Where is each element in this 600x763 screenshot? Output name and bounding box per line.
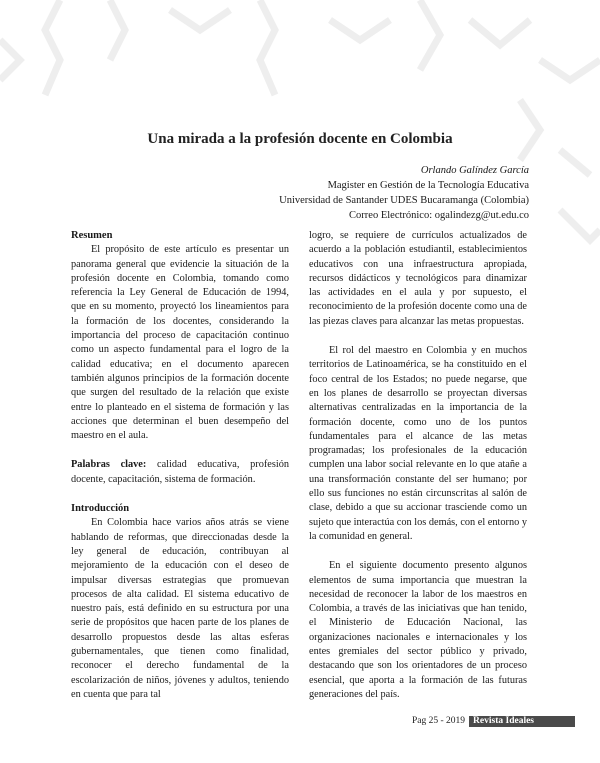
author-degree: Magister en Gestión de la Tecnología Educativa: [327, 180, 529, 191]
author-name: Orlando Galíndez García: [420, 165, 529, 176]
keywords-paragraph: [71, 458, 289, 487]
journal-name-band: Revista Ideales: [469, 716, 575, 727]
page-footer: [412, 716, 575, 727]
body-paragraph-2: El rol del maestro en Colombia y en muchos territorios de Latinoamérica, se ha constituido en el foco central de los Estados; no puede negarse, que en los planes de desarrollo se proyectan diversas alternativas centralizadas en la importancia de la formación docente, como uno de los puntos fundamentales para el alcance de las metas programadas; los profesionales de la educación cumplen una labor social relevante en lo que atañe a una transformación constante del ser humano; por ello sus funciones no están circunscritas al salón de clase, debido a que su accionar trasciende como un sujeto que interactúa con los demás, con el entorno y la comunidad en general.: [309, 345, 527, 542]
left-column: [71, 229, 289, 702]
article-title: Una mirada a la profesión docente en Colombia: [147, 131, 453, 147]
abstract-paragraph: El propósito de este artículo es presentar un panorama general que evidencie la situación de la profesión docente en Colombia, tomando como referencia la Ley General de Educación de 1994, que en su momento, proyectó los lineamientos para la formación de los docentes, considerando la importancia del proceso de capacitación continuo como un aspecto fundamental para el logro de la calidad educativa; en el documento aparecen también algunos principios de la formación docente que surgen del resultado de la relación que existe entre lo planteado en el sistema de formación y las acciones que determinan el buen desempeño del maestro en el aula.: [71, 244, 289, 442]
introduction-paragraph: En Colombia hace varios años atrás se viene hablando de reformas, que direccionadas desde la ley general de educación, contribuyan al mejoramiento de la educación con el deseo de impulsar diversas estrategias que promuevan procesos de alta calidad. El sistema educativo de nuestro país, está definido en su estructura por una serie de propósitos que hacen parte de los planes de desarrollo propuestos desde las altas esferas gubernamentales, que tienen como finalidad, reconocer el derecho fundamental de la escolarización de niños, jóvenes y adultos, teniendo en cuenta que para tal: [71, 517, 289, 700]
author-email: Correo Electrónico: ogalindezg@ut.edu.co: [349, 210, 529, 221]
author-block: [109, 163, 529, 223]
introduction-heading: Introducción: [71, 503, 130, 515]
keywords-text: calidad educativa, profesión docente, capacitación, sistema de formación.: [71, 459, 290, 485]
body-paragraph-3: En el siguiente documento presento algunos elementos de suma importancia que muestran la necesidad de reconocer la labor de los maestros en Colombia, a través de las iniciativas que han tenido, el Ministerio de Educación Nacional, las organizaciones nacionales e internacionales y los entes gremiales del sector público y privado, destacando que son los orientadores de un proceso esencial, que aporta a la formación de las futuras generaciones del país.: [309, 560, 527, 700]
page-number: Pag 25 - 2019: [412, 716, 466, 726]
keywords-label: Palabras clave:: [71, 459, 147, 471]
author-affiliation: Universidad de Santander UDES Bucaramanga (Colombia): [279, 195, 529, 206]
right-column: [309, 229, 527, 702]
abstract-heading: Resumen: [71, 230, 113, 241]
body-paragraph-1: logro, se requiere de currículos actualizados de acuerdo a la población estudiantil, establecimientos educativos con una infraestructura apropiada, recursos didácticos y tecnológicos para dinamizar las actividades en el aula y por supuesto, el reconocimiento de la profesión docente como una de las piezas claves para alcanzar las metas propuestas.: [309, 230, 527, 327]
